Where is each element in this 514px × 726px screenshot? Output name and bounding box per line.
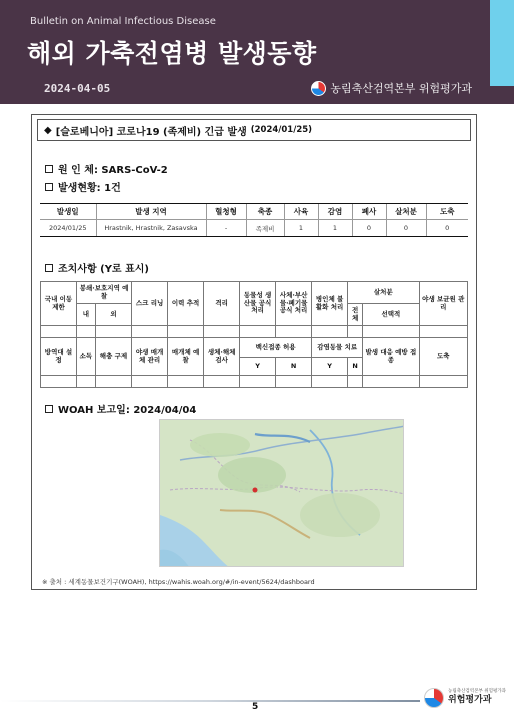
map-graphic [160, 420, 404, 567]
value-cell [276, 376, 312, 388]
outbreak-map [159, 419, 404, 567]
corner-accent [490, 0, 514, 86]
measures-values-row [41, 326, 468, 338]
measure-ante-post-mortem: 생체·해체 검사 [204, 338, 240, 376]
value-cell [363, 326, 419, 338]
cause-label: 원 인 체: SARS-CoV-2 [58, 165, 168, 176]
measure-vector-surveillance: 매개체 예찰 [168, 338, 204, 376]
status-section [45, 179, 121, 194]
measure-pathogen-inactivation: 병인체 불활화 처리 [312, 282, 348, 326]
value-cell [419, 376, 467, 388]
cell-culled: 0 [386, 220, 426, 237]
value-cell [204, 326, 240, 338]
publish-date: 2024-04-05 [44, 82, 111, 95]
measure-vaccination-permitted: 백신접종 허용 [240, 338, 312, 358]
measure-vector-control: 해충 구제 [95, 338, 131, 376]
col-infected: 감염 [318, 204, 352, 220]
cell-region: Hrastnik, Hrastnik, Zasavska [96, 220, 206, 237]
qia-logo-icon [424, 688, 444, 708]
col-reared: 사육 [284, 204, 318, 220]
cell-dead: 0 [352, 220, 386, 237]
measure-domestic-movement: 국내 이동 제한 [41, 282, 77, 326]
measure-sub-total: 전체 [348, 304, 363, 326]
value-cell [77, 376, 96, 388]
col-species: 축종 [246, 204, 284, 220]
value-cell [204, 376, 240, 388]
col-date: 발생일 [40, 204, 96, 220]
header-org-name: 농림축산검역본부 위험평가과 [330, 82, 472, 95]
bulletin-subtitle: Bulletin on Animal Infectious Disease [30, 16, 216, 27]
measure-response-vaccination: 발생 대응 예방 접종 [363, 338, 419, 376]
measure-treatment: 감염동물 치료 [312, 338, 363, 358]
outbreak-table [40, 203, 468, 237]
cell-slaughtered: 0 [426, 220, 468, 237]
measures-row [41, 282, 468, 304]
footer-org-small: 농림축산검역본부 위험평가과 [448, 689, 506, 695]
value-cell [348, 376, 363, 388]
measure-zone-surveillance: 봉쇄·보호지역 예찰 [77, 282, 132, 304]
measure-carcass-processing: 사체·부산물·폐기물 공식 처리 [276, 282, 312, 326]
square-bullet-icon [45, 405, 53, 413]
report-heading [37, 119, 471, 141]
value-cell [41, 326, 77, 338]
outbreak-table-header [40, 204, 468, 220]
measure-zoning: 방역대 설정 [41, 338, 77, 376]
source-note: ※ 출처 : 세계동물보건기구(WOAH), https://wahis.woah.org/#/in-event/5624/dashboard [42, 578, 315, 586]
cell-serotype: - [206, 220, 246, 237]
measure-sub-inside: 내 [77, 304, 96, 326]
report-heading-text: [슬로베니아] 코로나19 (족제비) 긴급 발생 [55, 126, 247, 138]
value-cell [312, 376, 348, 388]
diamond-icon: ◆ [44, 124, 52, 136]
footer-divider [0, 700, 420, 702]
cause-section [45, 161, 168, 176]
measures-section [45, 260, 149, 275]
header-org [311, 80, 472, 96]
square-bullet-icon [45, 264, 53, 272]
value-cell [348, 326, 363, 338]
page-number: 5 [252, 702, 259, 712]
value-cell [363, 376, 419, 388]
footer-org-text [448, 689, 506, 707]
footer-org-name: 위험평가과 [448, 695, 492, 706]
value-cell [168, 326, 204, 338]
measure-sub-n: N [276, 358, 312, 376]
measure-traceability: 이력 추적 [168, 282, 204, 326]
measure-wildlife-reservoir: 야생 보균원 관리 [419, 282, 467, 326]
report-heading-date: (2024/01/25) [250, 125, 313, 135]
square-bullet-icon [45, 165, 53, 173]
cell-infected: 1 [318, 220, 352, 237]
measures-row [41, 338, 468, 358]
measure-disinfection: 소독 [77, 338, 96, 376]
page-title: 해외 가축전염병 발생동향 [27, 39, 317, 68]
measure-slaughter: 도축 [419, 338, 467, 376]
woah-section [45, 401, 196, 416]
col-serotype: 혈청형 [206, 204, 246, 220]
value-cell [77, 326, 96, 338]
measure-stamping-out: 살처분 [348, 282, 419, 304]
col-dead: 폐사 [352, 204, 386, 220]
value-cell [168, 376, 204, 388]
measure-quarantine: 격리 [204, 282, 240, 326]
col-region: 발생 지역 [96, 204, 206, 220]
measure-sub-y: Y [240, 358, 276, 376]
measure-sub-n: N [348, 358, 363, 376]
value-cell [240, 326, 276, 338]
value-cell [240, 376, 276, 388]
cell-reared: 1 [284, 220, 318, 237]
status-label: 발생현황: 1건 [58, 183, 121, 194]
table-row [40, 220, 468, 237]
measures-label: 조치사항 (Y로 표시) [58, 264, 149, 275]
measure-product-processing: 동물성 생산물 공식 처리 [240, 282, 276, 326]
measures-values-row [41, 376, 468, 388]
measure-wild-vector-management: 야생 매개체 관리 [132, 338, 168, 376]
page-header [0, 0, 514, 104]
measure-sub-y: Y [312, 358, 348, 376]
measure-screening: 스크 리닝 [132, 282, 168, 326]
measure-sub-selective: 선택적 [363, 304, 419, 326]
cell-species: 족제비 [246, 220, 284, 237]
value-cell [132, 326, 168, 338]
value-cell [95, 326, 131, 338]
measures-table [40, 281, 468, 388]
report-box [31, 114, 477, 590]
cell-date: 2024/01/25 [40, 220, 96, 237]
value-cell [95, 376, 131, 388]
value-cell [419, 326, 467, 338]
value-cell [41, 376, 77, 388]
col-slaughtered: 도축 [426, 204, 468, 220]
value-cell [276, 326, 312, 338]
qia-logo-icon [311, 81, 326, 96]
square-bullet-icon [45, 183, 53, 191]
col-culled: 살처분 [386, 204, 426, 220]
value-cell [312, 326, 348, 338]
measure-sub-outside: 외 [95, 304, 131, 326]
value-cell [132, 376, 168, 388]
footer-org [424, 688, 506, 708]
woah-label: WOAH 보고일: 2024/04/04 [58, 405, 197, 416]
